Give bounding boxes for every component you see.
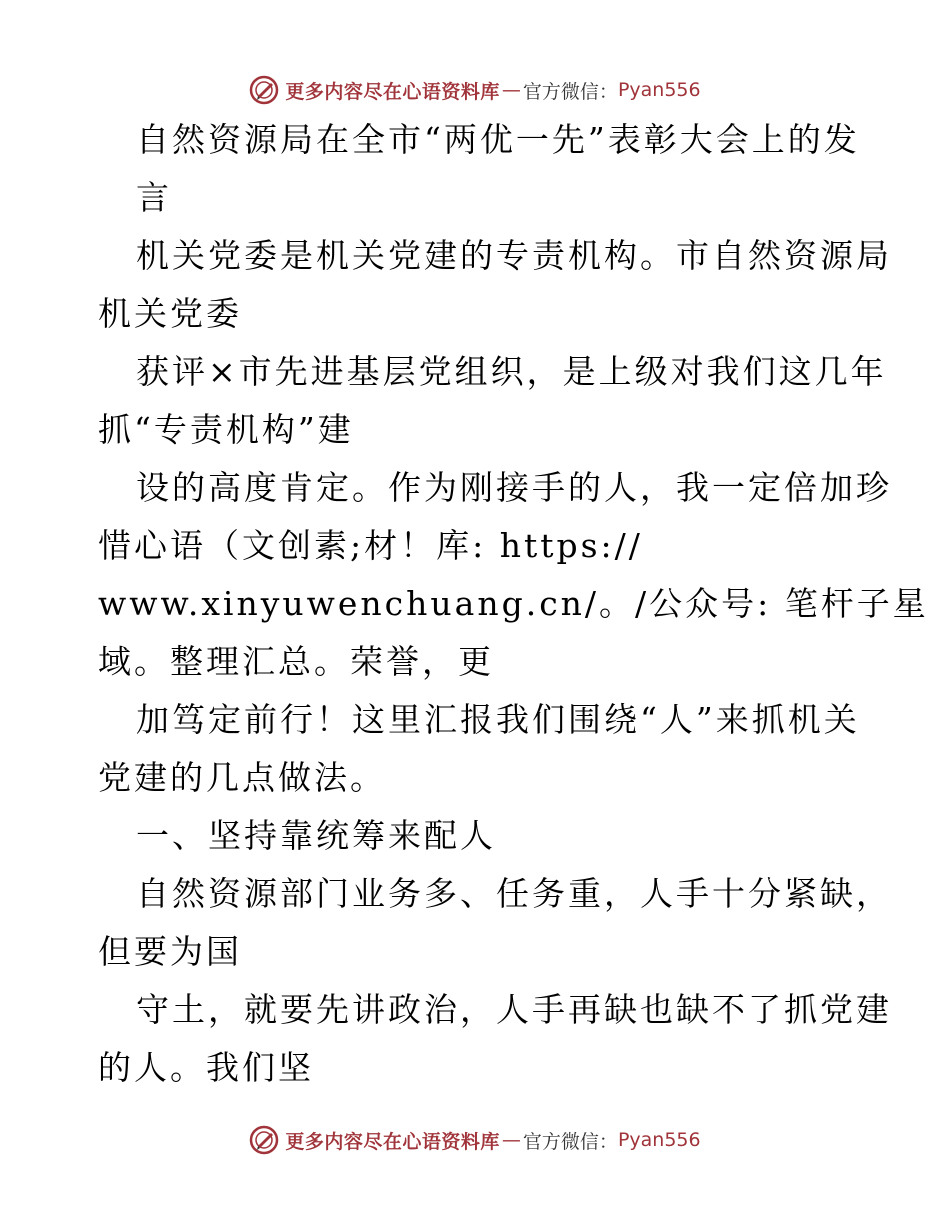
title-line-1: 自然资源局在全市“两优一先”表彰大会上的发: [136, 120, 860, 159]
paragraph-line: 设的高度肯定。作为刚接手的人，我一定倍加珍: [136, 468, 892, 507]
watermark-id: Pyan556: [617, 1129, 701, 1151]
section-heading: 一、坚持靠统筹来配人: [136, 816, 496, 855]
pen-logo-icon: [249, 75, 279, 105]
paragraph-line: 惜心语（文创素;材！库: https://: [98, 526, 643, 565]
paragraph-line: 守土，就要先讲政治，人手再缺也缺不了抓党建: [136, 990, 892, 1029]
paragraph-line: 域。整理汇总。荣誉，更: [98, 642, 494, 681]
paragraph-line: 抓“专责机构”建: [98, 410, 354, 449]
footer-watermark: [0, 1122, 950, 1158]
paragraph-line: 获评×市先进基层党组织，是上级对我们这几年: [136, 352, 887, 391]
watermark-main-text: 更多内容尽在心语资料库: [285, 1130, 500, 1153]
paragraph-line: 党建的几点做法。: [98, 758, 386, 797]
paragraph-line: 机关党委是机关党建的专责机构。市自然资源局: [136, 236, 892, 275]
watermark-id: Pyan556: [617, 79, 701, 101]
watermark-dash: —: [501, 79, 521, 101]
pen-logo-icon: [249, 1125, 279, 1155]
paragraph-line: 自然资源部门业务多、任务重，人手十分紧缺，: [136, 874, 892, 913]
paragraph-line: www.xinyuwenchuang.cn/。/公众号: 笔杆子星: [98, 584, 929, 623]
paragraph-line: 机关党委: [98, 294, 242, 333]
watermark-sub-text: 官方微信：: [522, 1130, 618, 1153]
document-body: [98, 120, 929, 1106]
title-line-2: 言: [136, 178, 172, 217]
watermark-dash: —: [501, 1129, 521, 1151]
paragraph-line: 的人。我们坚: [98, 1048, 314, 1087]
paragraph-line: 但要为国: [98, 932, 242, 971]
watermark-main-text: 更多内容尽在心语资料库: [285, 80, 500, 103]
header-watermark: [0, 72, 950, 108]
watermark-sub-text: 官方微信：: [522, 80, 618, 103]
paragraph-line: 加笃定前行！这里汇报我们围绕“人”来抓机关: [136, 700, 860, 739]
